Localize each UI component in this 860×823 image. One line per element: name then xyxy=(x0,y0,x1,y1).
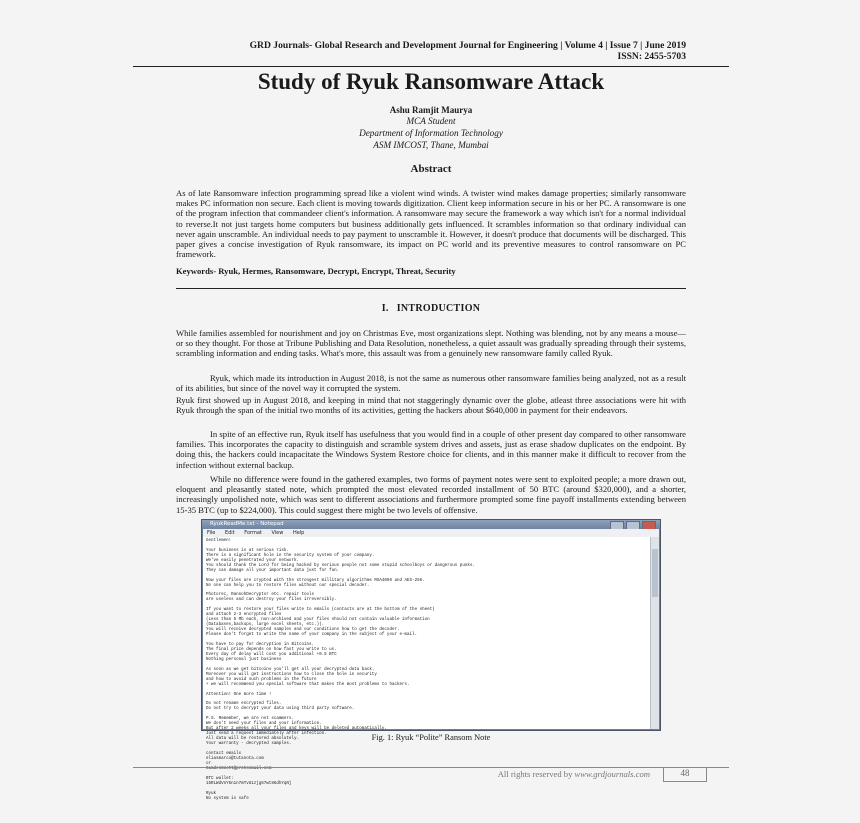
paper-title: Study of Ryuk Ransomware Attack xyxy=(257,69,605,94)
issn: ISSN: 2455-5703 xyxy=(617,51,686,62)
menu-edit: Edit xyxy=(224,530,235,536)
menu-view: View xyxy=(271,530,284,536)
page-number: 48 xyxy=(663,767,707,782)
journal-header: GRD Journals- Global Research and Development Journal for Engineering | Volume 4 | Issue 7 | June 2019 xyxy=(249,40,686,51)
intro-paragraph: Ryuk first showed up in August 2018, and keeping in mind that not staggeringly dynamic over the globe, atleast three associations were hit with Ryuk through the span of the initial two months of its activities, getting the hackers about $640,000 in payment for their endeavors. xyxy=(176,395,686,416)
ransom-note-text: Gentlemen! Your business is at serious risk. There is a significant hole in the security system of your company. We've easily penetrated your network. You should thank the Lord for being hacked by serious people not some stupid schoolboys or dangerous punks. They can damage all your important data just for fun. Now your files are crypted with the strongest millitary algorithms RSA4096 and AES-256. No one can help you to restore files without our special decoder. Photorec, RannohDecryptor etc. repair tools are useless and can destroy your files irreversibly. If you want to restore your files write to emails (contacts are at the bottom of the sheet) and attach 2-3 encrypted files (Less than 5 Mb each, non-archived and your files should not contain valuable information (Databases,backups, large excel sheets, etc.)). You will receive decrypted samples and our conditions how to get the decoder. Please don't forget to write the name of your company in the subject of your e-mail. You have to pay for decryption in Bitcoins. The final price depends on how fast you write to us. Every day of delay will cost you additional +0.5 BTC Nothing personal just business As soon as we get bitcoins you'll get all your decrypted data back. Moreover you will get instructions how to close the hole in security and how to avoid such problems in the future + we will recommend you special software that makes the most problems to hackers. Attention! One more time ! Do not rename encrypted files. Do not try to decrypt your data using third party software. P.S. Remember, we are not scammers. We don't need your files and your information. But after 2 weeks all your files and keys will be deleted automatically. Just send a request immediately after infection. All data will be restored absolutely. Your warranty - decrypted samples. contact emails eliasmarco@tutanota.com or CamdenScott@protonmail.com BTC wallet: 15RLWdVnY5n1n7mTvU1zjg67wt86dhYqNj Ryuk No system is safe xyxy=(203,537,651,729)
intro-paragraph: While families assembled for nourishment and joy on Christmas Eve, most organizations slept. Nothing was blending, not by any means a mouse—or so they thought. For those at Tribune Publishing and Data Resolution, nonetheless, a quiet assault was gradually spreading through their systems, scrambling information and ending tasks. What's more, this assault was from a genuinely new ransomware family called Ryuk. xyxy=(176,328,686,359)
notepad-scrollbar xyxy=(650,537,659,729)
footer-rights-text: All rights reserved by xyxy=(497,769,573,779)
abstract-text: As of late Ransomware infection programming spread like a violent wind winds. A twister wind makes damage properties; similarly ransomware makes PC information non secure. Each client is moving towards digitization. Client keep information secure in his or her PC. A ransomware is one of the program infection that commandeer client's information. A ransomware may secure the framework a way which isn't for a normal individual to reverse.It not just targets home computers but business additionally gets influenced. It scrambles information so that ordinary individual can never again unscramble. An individual needs to pay payment to unscramble it. However, it doesn't produce that documents will be discharged. This paper gives a concise investigation of Ryuk ransomware, its impact on PC world and its preventive measures to control ransomware on PC framework. xyxy=(176,188,686,260)
footer-site: www.grdjournals.com xyxy=(574,769,650,779)
intro-paragraph: While no difference were found in the gathered examples, two forms of payment notes were sent to exploited people; a more drawn out, eloquent and pleasantly stated note, which prompted the most elevated recorded installment of 50 BTC (around $320,000), and a shorter, increasingly unpolished note, which was sent to different associations and furthermore prompted some fine payoff installments extending between 15-35 BTC (up to $224,000). This could suggest there might be two levels of offensive. xyxy=(176,474,686,515)
scrollbar-thumb xyxy=(652,549,658,597)
keywords: Keywords- Ryuk, Hermes, Ransomware, Decrypt, Encrypt, Threat, Security xyxy=(176,266,456,276)
author-institute: ASM IMCOST, Thane, Mumbai xyxy=(373,140,489,150)
abstract-heading: Abstract xyxy=(410,163,452,175)
section-number: I. xyxy=(381,303,389,314)
notepad-titlebar xyxy=(202,520,660,529)
menu-format: Format xyxy=(244,530,262,536)
section-title: INTRODUCTION xyxy=(396,303,481,314)
menu-help: Help xyxy=(292,530,305,536)
intro-paragraph: In spite of an effective run, Ryuk itself has usefulness that you would find in a couple of other present day compared to other ransomware families. This incorporates the capacity to distinguish and scramble system drives and assets, just as erase shadow duplicates on the endpoint. By doing this, the hackers could incapacitate the Windows System Restore choice for clients, and in this manner make it difficult to recover from the infection without external backup. xyxy=(176,429,686,470)
figure-caption: Fig. 1: Ryuk “Polite” Ransom Note xyxy=(371,733,491,742)
section-heading xyxy=(176,303,686,314)
notepad-menubar xyxy=(203,529,659,537)
footer-rights xyxy=(400,769,650,779)
author-name: Ashu Ramjit Maurya xyxy=(389,105,473,115)
header-rule xyxy=(133,66,729,67)
author-department: Department of Information Technology xyxy=(359,128,503,138)
menu-file: File xyxy=(207,530,216,536)
footer-rule xyxy=(133,767,729,768)
author-role: MCA Student xyxy=(406,116,456,126)
notepad-window-title: RyukReadMe.txt - Notepad xyxy=(210,521,284,527)
section-rule xyxy=(176,288,686,289)
intro-paragraph: Ryuk, which made its introduction in August 2018, is not the same as numerous other ransomware families being analyzed, not as a result of its abilities, but since of the novel way it corrupted the system. xyxy=(176,373,686,394)
